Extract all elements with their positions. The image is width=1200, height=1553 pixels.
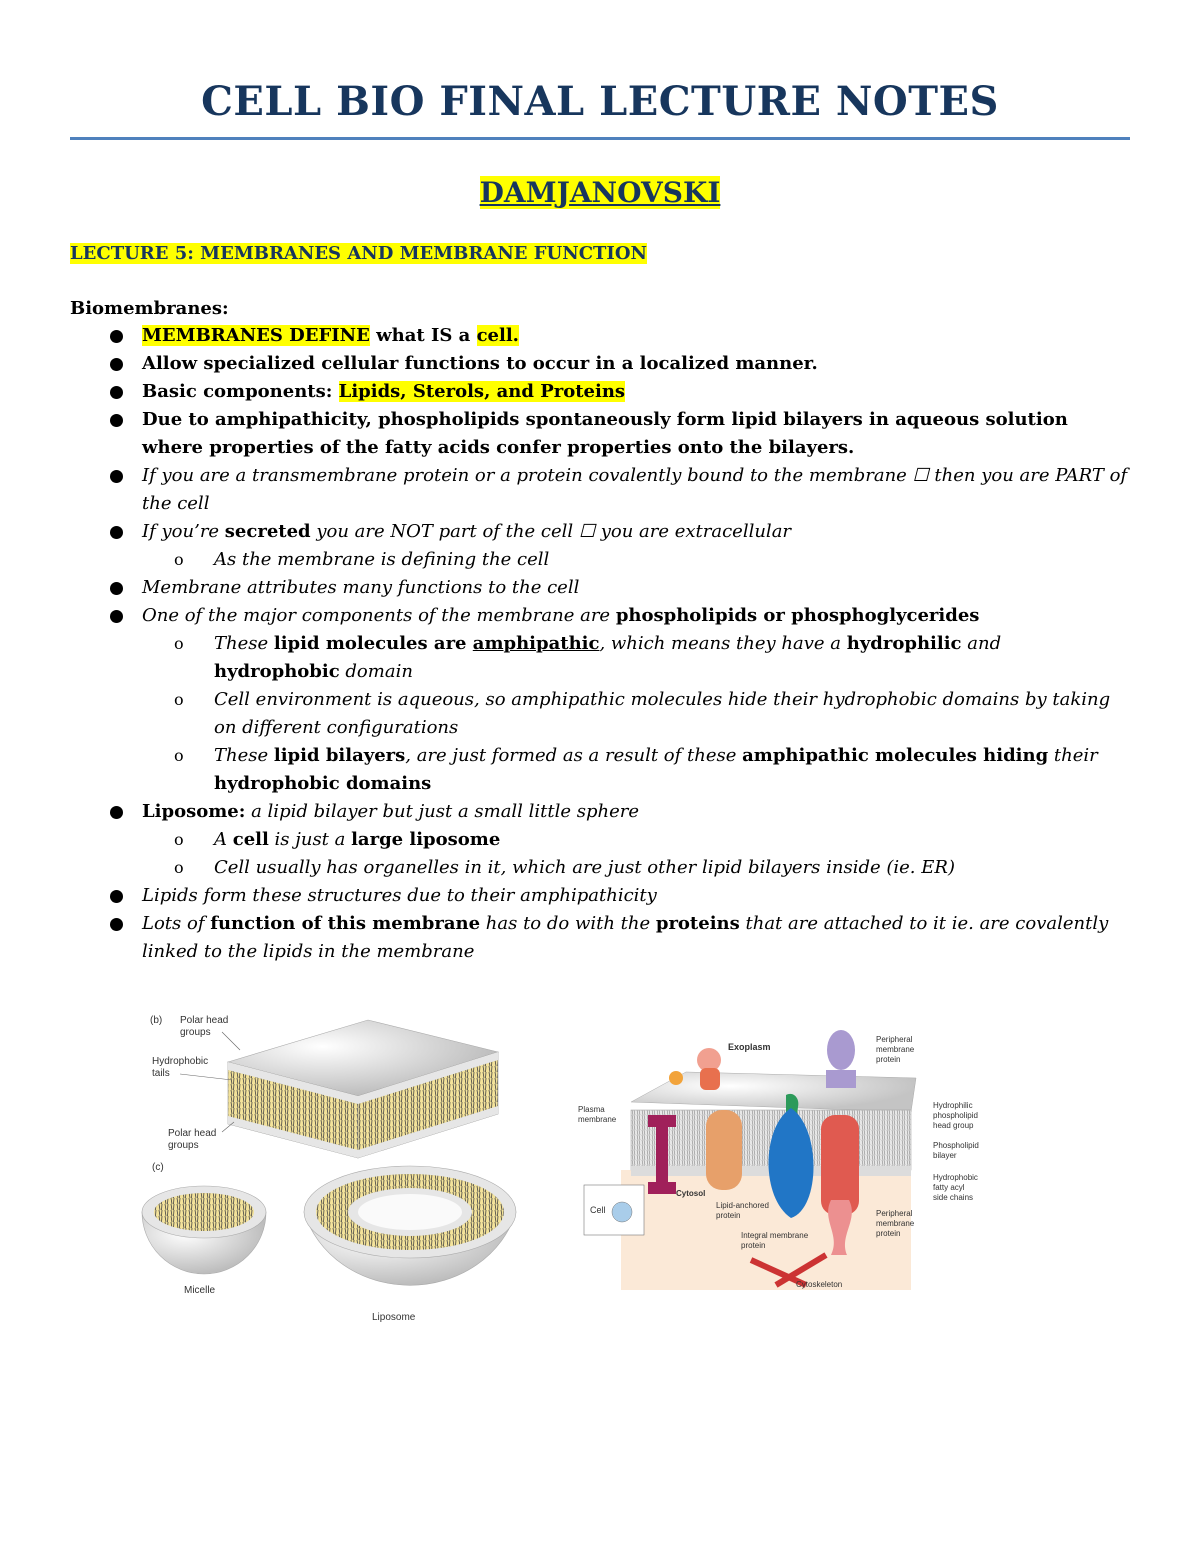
label-peripheral-top-2: membrane (876, 1045, 915, 1054)
panel-label-b: (b) (150, 1015, 163, 1026)
label-integral-2: protein (741, 1241, 766, 1250)
label-plasma-1: Plasma (578, 1105, 605, 1114)
list-item: Allow specialized cellular functions to occur in a localized manner. (70, 350, 1130, 378)
sub-list (142, 630, 1130, 798)
micelle-diagram (142, 1186, 266, 1274)
label-lipid-anchored-2: protein (716, 1211, 741, 1220)
list-item: MEMBRANES DEFINE what IS a cell. (70, 322, 1130, 350)
label-hydrophilic-1: Hydrophilic (933, 1101, 973, 1110)
label-peripheral-bot-2: membrane (876, 1219, 915, 1228)
label-liposome: Liposome (372, 1312, 416, 1323)
list-item: If you are a transmembrane protein or a protein covalently bound to the membrane ☐ then you are PART of the cell (70, 462, 1130, 518)
label-bilayer-1: Phospholipid (933, 1141, 979, 1150)
label-lipid-anchored-1: Lipid-anchored (716, 1201, 769, 1210)
label-cell: Cell (590, 1205, 606, 1215)
label-peripheral-bot-1: Peripheral (876, 1209, 913, 1218)
section-heading: Biomembranes: (70, 298, 229, 319)
document-title: CELL BIO FINAL LECTURE NOTES (201, 78, 999, 125)
lecture-heading (70, 243, 647, 264)
label-hydrophobic: Hydrophobic (152, 1056, 209, 1067)
label-tails-1: Hydrophobic (933, 1173, 978, 1182)
label-bilayer-2: bilayer (933, 1151, 957, 1160)
label-tails-3: side chains (933, 1193, 974, 1202)
author-heading (0, 176, 1200, 209)
label-hydrophilic-3: head group (933, 1121, 974, 1130)
bilayer-block (228, 1020, 498, 1158)
label-hydrophilic-2: phospholipid (933, 1111, 978, 1120)
label-polar-head-top: Polar head (180, 1015, 229, 1026)
label-tails-2: fatty acyl (933, 1183, 965, 1192)
lipid-anchored-protein-top (669, 1071, 683, 1085)
label-exoplasm: Exoplasm (728, 1042, 771, 1052)
sub-list-item: o These lipid bilayers, are just formed as a result of these amphipathic molecules hiding their hydrophobic domains (142, 742, 1130, 798)
sub-list (142, 826, 1130, 882)
list-item: Liposome: a lipid bilayer but just a small little sphere o A cell is just a large liposome o Cell usually has organelles in it, which are just other lipid bilayers inside (ie. ER) (70, 798, 1130, 882)
liposome-diagram (304, 1166, 516, 1285)
sub-list-item: o These lipid molecules are amphipathic, which means they have a hydrophilic and hydrophobic domain (142, 630, 1130, 686)
sub-list (142, 546, 1130, 574)
panel-label-c: (c) (152, 1162, 164, 1173)
list-item: Lots of function of this membrane has to do with the proteins that are attached to it ie. are covalently linked to the lipids in the membrane (70, 910, 1130, 966)
label-polar-head-top-2: groups (180, 1027, 211, 1038)
label-peripheral-bot-3: protein (876, 1229, 901, 1238)
list-item: Basic components: Lipids, Sterols, and Proteins (70, 378, 1130, 406)
sub-list-item: o Cell environment is aqueous, so amphipathic molecules hide their hydrophobic domains by taking on different configurations (142, 686, 1130, 742)
author-name: DAMJANOVSKI (479, 176, 721, 209)
list-item: Lipids form these structures due to their amphipathicity (70, 882, 1130, 910)
list-item: One of the major components of the membrane are phospholipids or phosphoglycerides o These lipid molecules are amphipathic, which means they have a hydrophilic and hydrophobic domain o Cell environment is aqueous, so amphipathic molecules hide their hydrophobic domains by taking on different configurations o These lipid bilayers, are just formed as a result of these amphipathic molecules hiding their hydrophobic domains (70, 602, 1130, 798)
sub-list-item: o Cell usually has organelles in it, which are just other lipid bilayers inside (ie. ER) (142, 854, 1130, 882)
title-divider (70, 137, 1130, 140)
label-cytoskeleton: Cytoskeleton (796, 1280, 843, 1289)
sub-list-item: o As the membrane is defining the cell (142, 546, 1130, 574)
list-item: Due to amphipathicity, phospholipids spontaneously form lipid bilayers in aqueous solution where properties of the fatty acids confer properties onto the bilayers. (70, 406, 1130, 462)
label-peripheral-top-1: Peripheral (876, 1035, 913, 1044)
notes-list (70, 322, 1130, 966)
label-cytosol: Cytosol (676, 1189, 706, 1198)
label-micelle: Micelle (184, 1285, 216, 1296)
label-plasma-2: membrane (578, 1115, 617, 1124)
plasma-membrane-figure (576, 1020, 996, 1300)
lecture-title: LECTURE 5: MEMBRANES AND MEMBRANE FUNCTION (70, 243, 647, 264)
label-tails: tails (152, 1068, 170, 1079)
label-integral-1: Integral membrane (741, 1231, 809, 1240)
label-polar-head-bottom: Polar head (168, 1128, 217, 1139)
label-peripheral-top-3: protein (876, 1055, 901, 1064)
sub-list-item: o A cell is just a large liposome (142, 826, 1130, 854)
lipid-structures-figure (140, 1000, 520, 1330)
label-polar-head-bottom-2: groups (168, 1140, 199, 1151)
list-item: Membrane attributes many functions to the cell (70, 574, 1130, 602)
list-item: If you’re secreted you are NOT part of the cell ☐ you are extracellular o As the membrane is defining the cell (70, 518, 1130, 574)
transmembrane-protein-orange (706, 1110, 742, 1190)
peripheral-protein-purple (827, 1030, 855, 1070)
